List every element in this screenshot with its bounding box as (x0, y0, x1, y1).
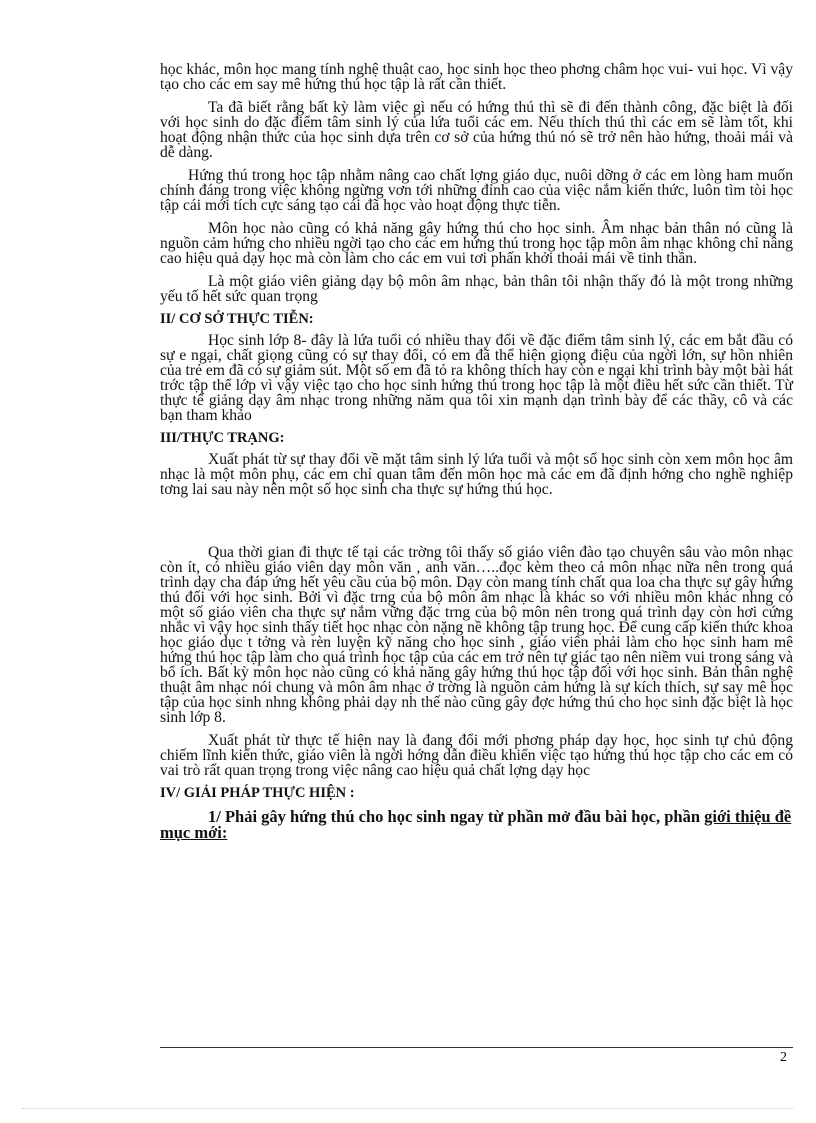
paragraph-interest-learning: Hứng thú trong học tập nhằm nâng cao chất lợng giáo dục, nuôi dỡng ở các em lòng ham muốn chính đáng trong việc không ngừng vơn tới những đỉnh cao của việc nắm kiến thức, luôn tìm tòi học tập cái mới tích cực sáng tạo cái đã học vào hoạt động thực tiễn. (160, 167, 793, 214)
paragraph-teacher-view: Là một giáo viên giảng dạy bộ môn âm nhạc, bản thân tôi nhận thấy đó là một trong những yếu tố hết sức quan trọng (160, 273, 793, 305)
paragraph-method-renewal: Xuất phát từ thực tế hiện nay là đang đổi mới phơng pháp dạy học, học sinh tự chủ động chiếm lĩnh kiến thức, giáo viên là ngời hớng dẫn điều khiển việc tạo hứng thú học tập cho các em có vai trò rất quan trọng trong việc nâng cao hiệu quả chất lợng dạy học (160, 732, 793, 779)
paragraph-situation: Xuất phát từ sự thay đổi về mặt tâm sinh lý lứa tuổi và một số học sinh còn xem môn học âm nhạc là một môn phụ, các em chỉ quan tâm đến môn học mà các em đã định hớng cho nghề nghiệp tơng lai sau này nên một số học sinh cha thực sự hứng thú học. (160, 451, 793, 498)
paragraph-grade8-students: Học sinh lớp 8- đây là lứa tuổi có nhiều thay đổi về đặc điểm tâm sinh lý, các em bắt đầu có sự e ngại, chất giọng cũng có sự thay đổi, có em đã thể hiện giọng điệu của ngời lớn, sự hồn nhiên của trẻ em đã có sự giảm sút. Một số em đã tỏ ra không thích hay còn e ngại khi trình bày một bài hát trớc tập thể lớp vì vậy việc tạo cho học sinh hứng thú trong học tập là một điều hết sức cần thiết. Từ thực tế giảng dạy âm nhạc trong những năm qua tôi xin mạnh dạn trình bày để các thầy, cô và các bạn tham khảo (160, 332, 793, 424)
heading-practical-basis: II/ CƠ SỞ THỰC TIỄN: (160, 311, 314, 327)
subheading-solution-1 (160, 809, 793, 841)
paragraph-intro-continued: học khác, môn học mang tính nghệ thuật cao, học sinh học theo phơng châm học vui- vui học. Vì vậy tạo cho các em say mê hứng thú học tập là rất cần thiết. (160, 61, 793, 93)
paragraph-school-reality: Qua thời gian đi thực tế tại các trờng tôi thấy số giáo viên đào tạo chuyên sâu vào môn nhạc còn ít, có nhiều giáo viên dạy môn văn , anh văn…..đọc kèm theo cả môn nhạc nữa nên trong quá trình dạy cha đáp ứng hết yêu cầu của bộ môn. Dạy còn mang tính chất qua loa cha thực sự gây hứng thú đối với học sinh. Bởi vì đặc trng của bộ môn âm nhạc là khác so với nhiều môn khác nhng có một số giáo viên cha thực sự nắm vững đặc trng của bộ môn nên trong quá trình dạy còn hơi cứng nhắc vì vậy học sinh thấy tiết học nhạc còn nặng nề không tập trung học. Để cung cấp kiến thức khoa học giáo dục t tởng và rèn luyện kỹ năng cho học sinh , giáo viên phải làm cho học sinh ham mê hứng thú học tập làm cho quá trình học tập của các em trở nên tự giác tạo nên niềm vui trong sáng và bổ ích. Bất kỳ môn học nào cũng có khả năng gây hứng thú học tập đối với học sinh. Bản thân nghệ thuật âm nhạc nói chung và môn âm nhạc ở trờng là nguồn cảm hứng là sự kích thích, sự say mê học tập của học sinh nhng không phải dạy nh thế nào cũng gây đợc hứng thú cho học sinh đặc biệt là học sinh lớp 8. (160, 544, 793, 726)
heading-current-situation: III/THỰC TRẠNG: (160, 430, 285, 446)
blank-space (160, 505, 793, 545)
footer-rule (160, 1047, 793, 1048)
document-page (160, 62, 793, 841)
page-number: 2 (780, 1050, 787, 1065)
subheading-underlined-text: giới thiệu đề mục mới: (160, 807, 792, 842)
heading-solutions: IV/ GIẢI PHÁP THỰC HIỆN : (160, 785, 355, 801)
paragraph-music-inspiration: Môn học nào cũng có khả năng gây hứng thú cho học sinh. Âm nhạc bản thân nó cũng là nguồn cảm hứng cho nhiều ngời tạo cho các em hứng thú trong học tập môn âm nhạc không chỉ nâng cao hiệu quả dạy học mà còn làm cho các em vui tơi phấn khởi thoải mái về tinh thần. (160, 220, 793, 267)
page-bottom-dotted-border (22, 1108, 794, 1109)
subheading-text: 1/ Phải gây hứng thú cho học sinh ngay từ phần mở đầu bài học, phần (208, 807, 705, 826)
paragraph-interest-success: Ta đã biết rằng bất kỳ làm việc gì nếu có hứng thú thì sẽ đi đến thành công, đặc biệt là đối với học sinh do đặc điểm tâm sinh lý của lứa tuổi các em. Nếu thích thú thì các em sẽ làm tốt, khi hoạt động nhận thức của học sinh dựa trên cơ sở của hứng thú nó sẽ trở nên hào hứng, thoải mái và dễ dàng. (160, 99, 793, 161)
